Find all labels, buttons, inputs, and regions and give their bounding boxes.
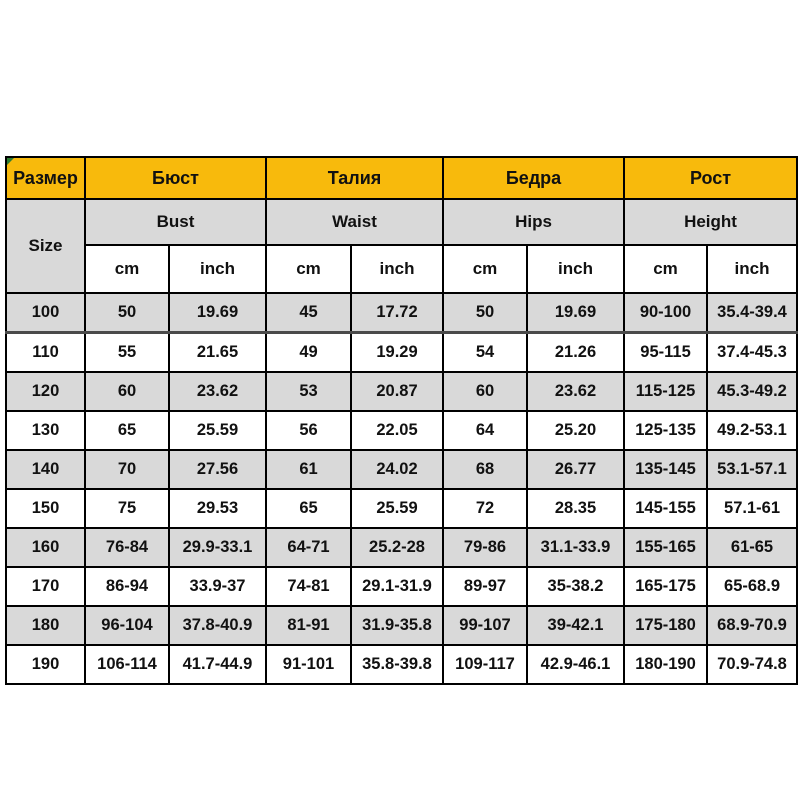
size-chart-head — [6, 157, 797, 293]
size-cell: 170 — [6, 567, 85, 606]
header-waist-ru: Талия — [266, 157, 443, 199]
value-cell: 74-81 — [266, 567, 351, 606]
unit-header-height-cm: cm — [624, 245, 707, 293]
value-cell: 42.9-46.1 — [527, 645, 624, 684]
value-cell: 68 — [443, 450, 527, 489]
value-cell: 165-175 — [624, 567, 707, 606]
value-cell: 49.2-53.1 — [707, 411, 797, 450]
header-waist-en: Waist — [266, 199, 443, 245]
unit-header-waist-inch: inch — [351, 245, 443, 293]
table-row-size-140 — [6, 450, 797, 489]
header-bust-en: Bust — [85, 199, 266, 245]
value-cell: 45 — [266, 293, 351, 333]
table-row-size-150 — [6, 489, 797, 528]
value-cell: 56 — [266, 411, 351, 450]
value-cell: 25.59 — [169, 411, 266, 450]
value-cell: 60 — [85, 372, 169, 411]
value-cell: 39-42.1 — [527, 606, 624, 645]
unit-header-height-inch: inch — [707, 245, 797, 293]
size-cell: 150 — [6, 489, 85, 528]
value-cell: 65 — [85, 411, 169, 450]
size-cell: 180 — [6, 606, 85, 645]
value-cell: 21.65 — [169, 333, 266, 373]
value-cell: 53 — [266, 372, 351, 411]
size-cell: 100 — [6, 293, 85, 333]
value-cell: 20.87 — [351, 372, 443, 411]
size-chart-table — [5, 156, 798, 685]
group-header-row-ru — [6, 157, 797, 199]
value-cell: 55 — [85, 333, 169, 373]
value-cell: 49 — [266, 333, 351, 373]
value-cell: 57.1-61 — [707, 489, 797, 528]
value-cell: 50 — [85, 293, 169, 333]
header-razmer-label: Размер — [13, 167, 78, 188]
value-cell: 19.69 — [527, 293, 624, 333]
table-row-size-180 — [6, 606, 797, 645]
value-cell: 91-101 — [266, 645, 351, 684]
value-cell: 35.4-39.4 — [707, 293, 797, 333]
value-cell: 21.26 — [527, 333, 624, 373]
value-cell: 72 — [443, 489, 527, 528]
value-cell: 17.72 — [351, 293, 443, 333]
value-cell: 37.8-40.9 — [169, 606, 266, 645]
value-cell: 90-100 — [624, 293, 707, 333]
value-cell: 61 — [266, 450, 351, 489]
size-cell: 160 — [6, 528, 85, 567]
table-row-size-190 — [6, 645, 797, 684]
size-cell: 190 — [6, 645, 85, 684]
value-cell: 175-180 — [624, 606, 707, 645]
table-row-size-160 — [6, 528, 797, 567]
cell-corner-marker-icon — [7, 158, 14, 165]
value-cell: 60 — [443, 372, 527, 411]
header-bust-ru: Бюст — [85, 157, 266, 199]
value-cell: 53.1-57.1 — [707, 450, 797, 489]
value-cell: 155-165 — [624, 528, 707, 567]
value-cell: 64-71 — [266, 528, 351, 567]
value-cell: 35.8-39.8 — [351, 645, 443, 684]
value-cell: 180-190 — [624, 645, 707, 684]
value-cell: 79-86 — [443, 528, 527, 567]
value-cell: 19.69 — [169, 293, 266, 333]
value-cell: 29.53 — [169, 489, 266, 528]
value-cell: 65-68.9 — [707, 567, 797, 606]
unit-header-hips-cm: cm — [443, 245, 527, 293]
value-cell: 31.1-33.9 — [527, 528, 624, 567]
value-cell: 25.2-28 — [351, 528, 443, 567]
value-cell: 76-84 — [85, 528, 169, 567]
value-cell: 70 — [85, 450, 169, 489]
header-height-en: Height — [624, 199, 797, 245]
value-cell: 145-155 — [624, 489, 707, 528]
value-cell: 125-135 — [624, 411, 707, 450]
size-chart-body — [6, 293, 797, 684]
value-cell: 54 — [443, 333, 527, 373]
value-cell: 65 — [266, 489, 351, 528]
value-cell: 89-97 — [443, 567, 527, 606]
value-cell: 28.35 — [527, 489, 624, 528]
value-cell: 25.59 — [351, 489, 443, 528]
value-cell: 19.29 — [351, 333, 443, 373]
group-header-row-en — [6, 199, 797, 245]
value-cell: 68.9-70.9 — [707, 606, 797, 645]
value-cell: 135-145 — [624, 450, 707, 489]
value-cell: 106-114 — [85, 645, 169, 684]
value-cell: 61-65 — [707, 528, 797, 567]
unit-header-bust-inch: inch — [169, 245, 266, 293]
value-cell: 33.9-37 — [169, 567, 266, 606]
value-cell: 75 — [85, 489, 169, 528]
header-hips-ru: Бедра — [443, 157, 624, 199]
size-cell: 130 — [6, 411, 85, 450]
value-cell: 86-94 — [85, 567, 169, 606]
value-cell: 64 — [443, 411, 527, 450]
value-cell: 81-91 — [266, 606, 351, 645]
unit-header-bust-cm: cm — [85, 245, 169, 293]
table-row-size-110 — [6, 333, 797, 373]
value-cell: 23.62 — [169, 372, 266, 411]
value-cell: 27.56 — [169, 450, 266, 489]
value-cell: 45.3-49.2 — [707, 372, 797, 411]
value-cell: 23.62 — [527, 372, 624, 411]
size-cell: 110 — [6, 333, 85, 373]
value-cell: 70.9-74.8 — [707, 645, 797, 684]
value-cell: 35-38.2 — [527, 567, 624, 606]
value-cell: 22.05 — [351, 411, 443, 450]
value-cell: 99-107 — [443, 606, 527, 645]
value-cell: 25.20 — [527, 411, 624, 450]
unit-header-hips-inch: inch — [527, 245, 624, 293]
header-height-ru: Рост — [624, 157, 797, 199]
unit-header-waist-cm: cm — [266, 245, 351, 293]
header-razmer — [6, 157, 85, 199]
unit-header-row — [6, 245, 797, 293]
value-cell: 31.9-35.8 — [351, 606, 443, 645]
size-cell: 120 — [6, 372, 85, 411]
table-row-size-100 — [6, 293, 797, 333]
value-cell: 24.02 — [351, 450, 443, 489]
value-cell: 50 — [443, 293, 527, 333]
value-cell: 95-115 — [624, 333, 707, 373]
value-cell: 29.9-33.1 — [169, 528, 266, 567]
value-cell: 37.4-45.3 — [707, 333, 797, 373]
table-row-size-120 — [6, 372, 797, 411]
size-chart-container — [5, 156, 796, 685]
header-size-en: Size — [6, 199, 85, 293]
table-row-size-170 — [6, 567, 797, 606]
value-cell: 109-117 — [443, 645, 527, 684]
header-hips-en: Hips — [443, 199, 624, 245]
size-cell: 140 — [6, 450, 85, 489]
value-cell: 29.1-31.9 — [351, 567, 443, 606]
value-cell: 26.77 — [527, 450, 624, 489]
value-cell: 96-104 — [85, 606, 169, 645]
value-cell: 41.7-44.9 — [169, 645, 266, 684]
table-row-size-130 — [6, 411, 797, 450]
value-cell: 115-125 — [624, 372, 707, 411]
